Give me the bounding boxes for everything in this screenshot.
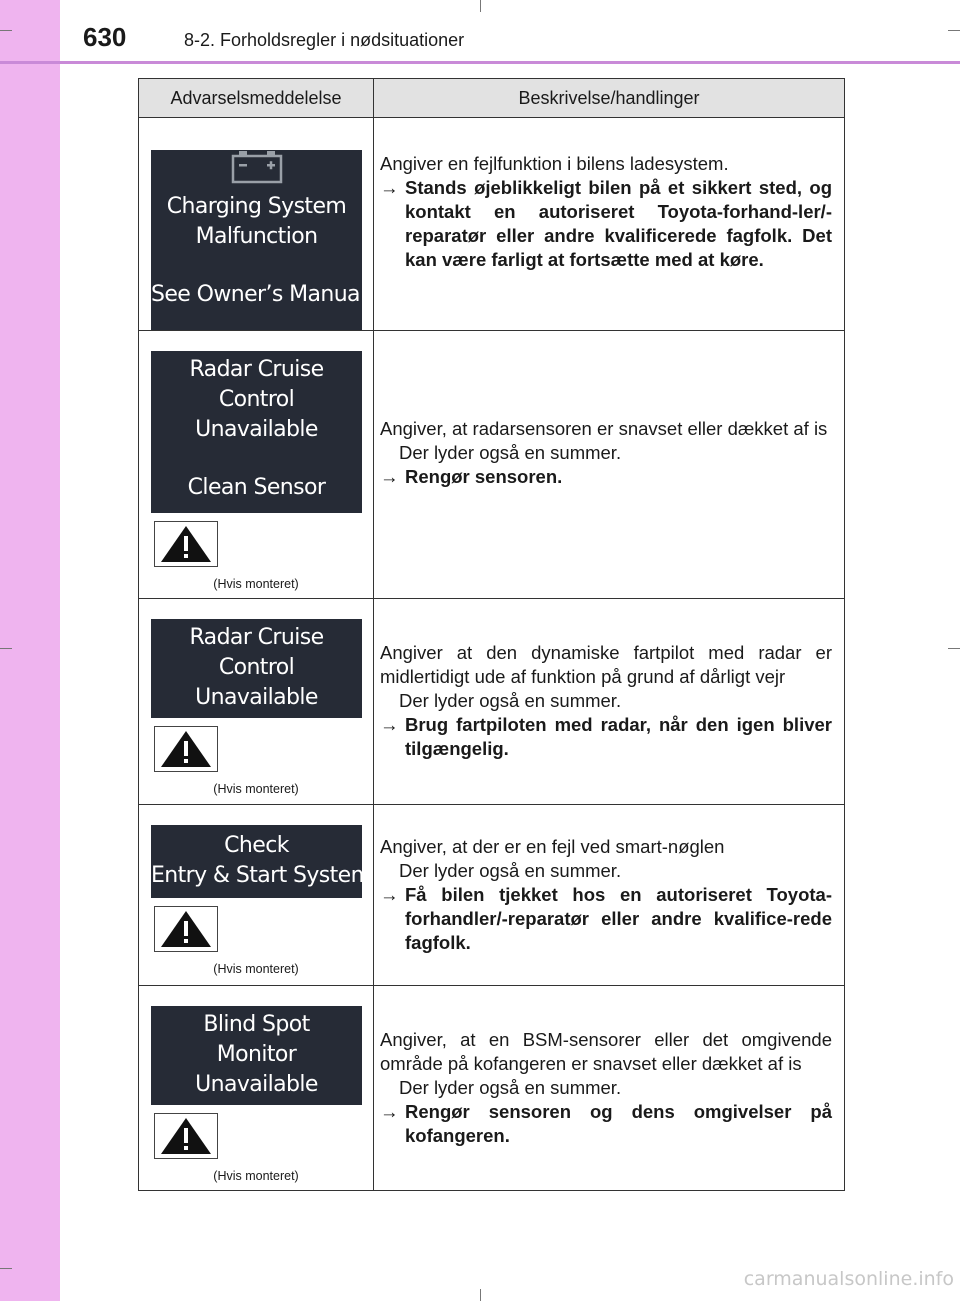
watermark: carmanualsonline.info [743, 1268, 954, 1290]
table-row [139, 118, 845, 331]
message-image-cell [139, 986, 374, 1191]
description-text: Angiver en fejlfunktion i bilens ladesystem. [380, 153, 729, 174]
screen-line: Control [218, 655, 295, 680]
crop-mark [948, 30, 960, 31]
section-title: 8-2. Forholdsregler i nødsituationer [184, 30, 465, 50]
action-item [380, 713, 832, 761]
display-message-screen [151, 619, 362, 718]
fitted-label: (Hvis monteret) [213, 577, 299, 591]
warning-message-table [138, 78, 845, 1191]
battery-icon [231, 150, 283, 184]
description-text: Angiver, at der er en fejl ved smart-nøglen [380, 836, 725, 857]
arrow-right-icon: → [380, 177, 399, 198]
screen-line: Radar Cruise [189, 625, 324, 650]
arrow-right-icon: → [380, 1101, 399, 1122]
screen-line: Malfunction [195, 224, 318, 249]
table-header-row [139, 79, 845, 118]
message-image-cell [139, 118, 374, 331]
table-row [139, 986, 845, 1191]
crop-mark [480, 0, 481, 12]
fitted-label: (Hvis monteret) [213, 782, 299, 796]
note-text: Der lyder også en summer. [399, 690, 622, 711]
crop-mark [948, 648, 960, 649]
warning-triangle-icon [154, 906, 218, 952]
screen-footer: See Owner’s Manual [151, 282, 366, 307]
fitted-label: (Hvis monteret) [213, 962, 299, 976]
message-image-cell [139, 331, 374, 599]
display-message-screen [151, 1006, 362, 1105]
note-text: Der lyder også en summer. [399, 1077, 622, 1098]
action-text: Få bilen tjekket hos en autoriseret Toyota-forhandler/-reparatør eller andre kvalifice-rede fagfolk. [405, 884, 832, 953]
description-text: Angiver, at en BSM-sensorer eller det omgivende område på kofangeren er snavset eller dækket af is [380, 1029, 832, 1074]
action-text: Rengør sensoren. [405, 466, 563, 487]
warning-triangle-icon [154, 726, 218, 772]
crop-mark [0, 30, 12, 31]
message-image-cell [139, 599, 374, 805]
description-cell [374, 805, 845, 986]
page-number: 630 [83, 22, 127, 52]
display-message-screen [151, 825, 372, 898]
action-item [380, 465, 832, 489]
display-message-screen [151, 351, 362, 513]
screen-line: Control [218, 387, 295, 412]
page-side-band [0, 0, 60, 1301]
screen-line: Blind Spot [203, 1012, 310, 1037]
table-row [139, 805, 845, 986]
action-text: Rengør sensoren og dens omgivelser på kofangeren. [405, 1101, 832, 1146]
action-item [380, 883, 832, 955]
table-row [139, 599, 845, 805]
arrow-right-icon: → [380, 884, 399, 905]
description-cell [374, 118, 845, 331]
description-cell [374, 331, 845, 599]
message-image-cell [139, 805, 374, 986]
action-item [380, 1100, 832, 1148]
action-item [380, 176, 832, 272]
arrow-right-icon: → [380, 466, 399, 487]
header-rule [0, 61, 960, 64]
screen-line: Check [224, 833, 289, 858]
arrow-right-icon: → [380, 714, 399, 735]
screen-line: Charging System [166, 194, 347, 219]
display-message-screen [151, 150, 366, 330]
screen-line: Monitor [216, 1042, 297, 1067]
crop-mark [0, 1268, 12, 1269]
note-text: Der lyder også en summer. [399, 860, 622, 881]
table-row [139, 331, 845, 599]
column-header-message: Advarselsmeddelelse [139, 79, 374, 118]
screen-line: Unavailable [195, 1072, 318, 1097]
description-cell [374, 599, 845, 805]
screen-line: Entry & Start System [151, 863, 372, 888]
action-text: Stands øjeblikkeligt bilen på et sikkert sted, og kontakt en autoriseret Toyota-forhand-ler/-reparatør eller andre kvalificerede fagfolk. Det kan være farligt at fortsætte med at køre. [405, 177, 832, 270]
fitted-label: (Hvis monteret) [213, 1169, 299, 1183]
column-header-description: Beskrivelse/handlinger [374, 79, 845, 118]
screen-line: Unavailable [195, 417, 318, 442]
crop-mark [480, 1289, 481, 1301]
screen-line: Unavailable [195, 685, 318, 710]
crop-mark [0, 648, 12, 649]
warning-triangle-icon [154, 1113, 218, 1159]
description-text: Angiver, at radarsensoren er snavset eller dækket af is [380, 418, 828, 439]
note-text: Der lyder også en summer. [399, 442, 622, 463]
description-text: Angiver at den dynamiske fartpilot med radar er midlertidigt ude af funktion på grund af dårligt vejr [380, 642, 832, 687]
screen-line: Radar Cruise [189, 357, 324, 382]
warning-triangle-icon [154, 521, 218, 567]
screen-footer: Clean Sensor [187, 475, 326, 500]
description-cell [374, 986, 845, 1191]
action-text: Brug fartpiloten med radar, når den igen bliver tilgængelig. [405, 714, 832, 759]
